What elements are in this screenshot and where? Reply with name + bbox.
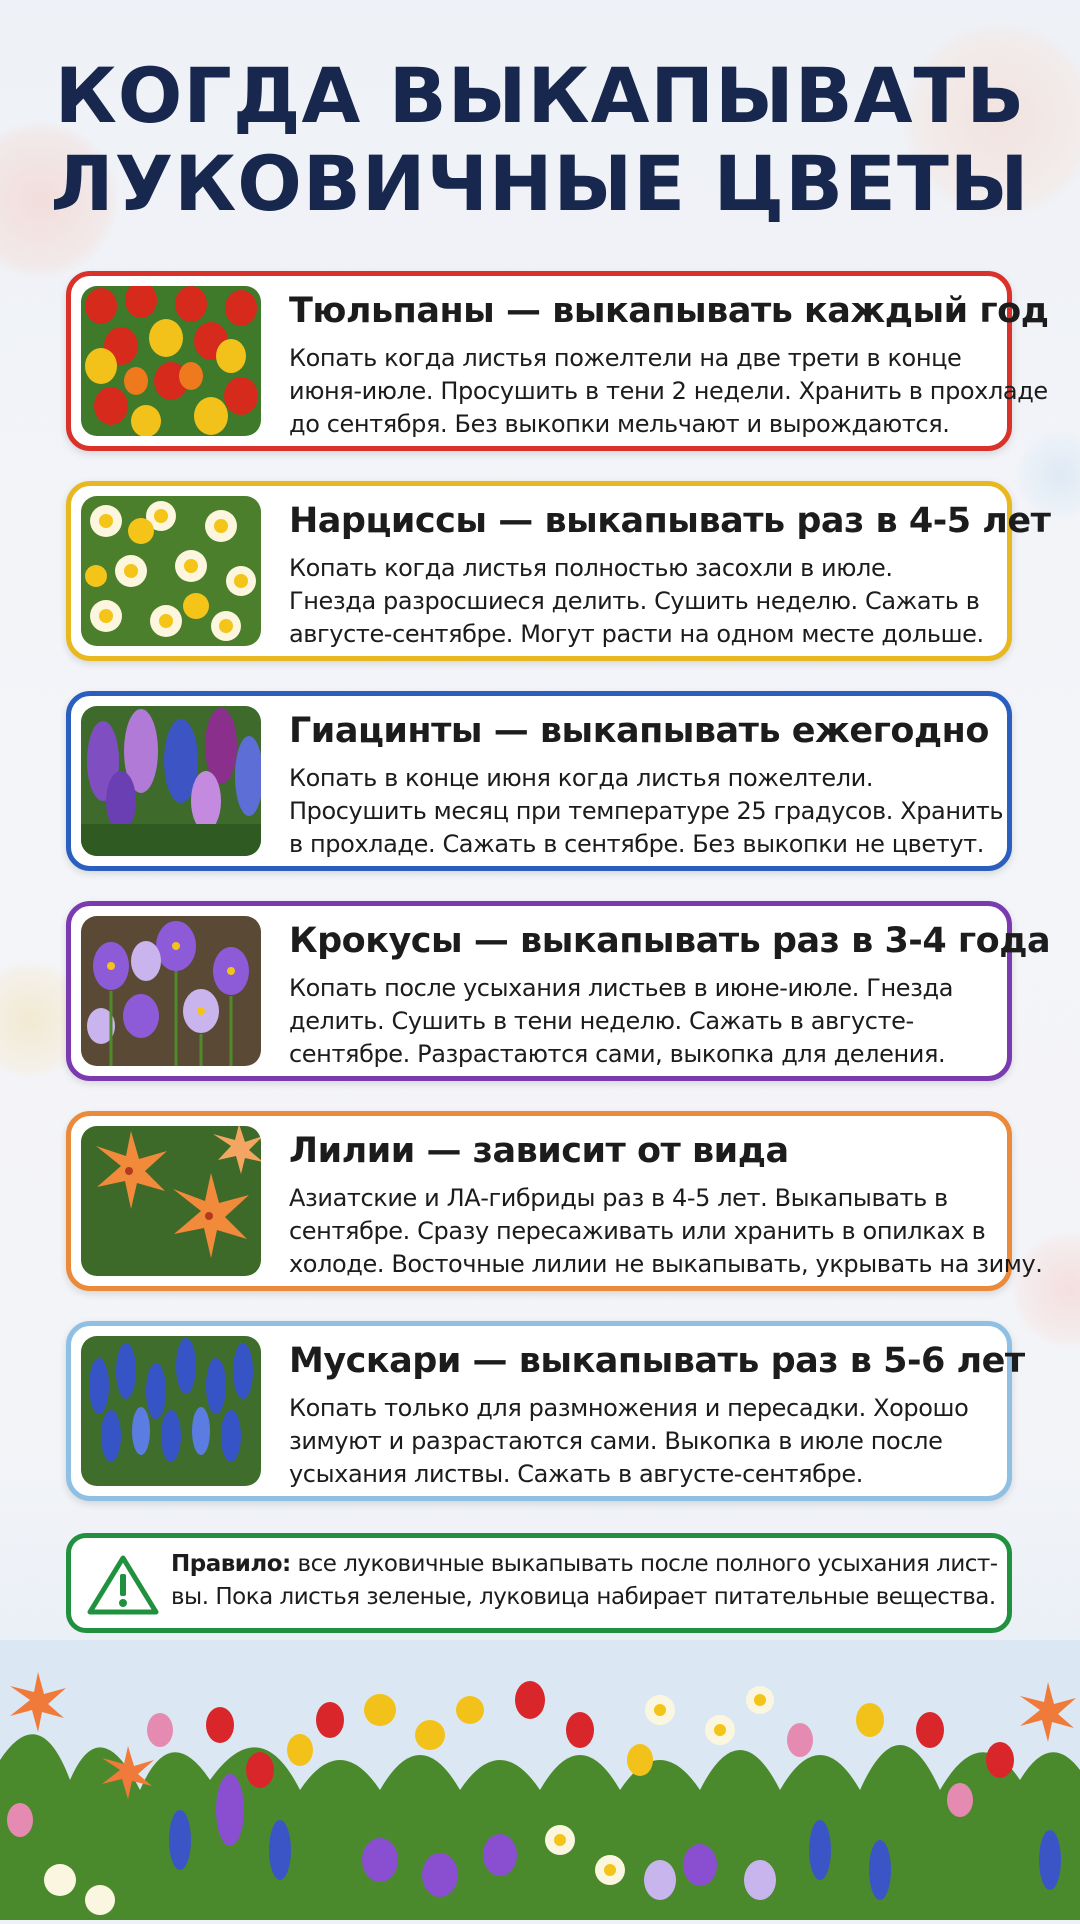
card-body-line: в прохладе. Сажать в сентябре. Без выкопки не цветут. bbox=[289, 830, 984, 858]
card-body bbox=[289, 1392, 995, 1491]
card-daffodils bbox=[66, 481, 1051, 661]
card-body-line: августе-сентябре. Могут расти на одном месте дольше. bbox=[289, 620, 984, 648]
muscari-photo bbox=[81, 1336, 261, 1486]
card-body-line: сентябре. Сразу пересаживать или хранить в опилках в bbox=[289, 1217, 986, 1245]
card-hyacinths bbox=[66, 691, 1012, 871]
card-tulips bbox=[66, 271, 1049, 451]
card-muscari bbox=[66, 1321, 1025, 1501]
daffodils-photo bbox=[81, 496, 261, 646]
card-body-line: Копать после усыхания листьев в июне-июле. Гнезда bbox=[289, 974, 954, 1002]
card-heading: Гиацинты — выкапывать ежегодно bbox=[289, 711, 989, 751]
card-body-line: делить. Сушить в тени неделю. Сажать в августе- bbox=[289, 1007, 914, 1035]
card-body-line: Копать только для размножения и пересадки. Хорошо bbox=[289, 1394, 969, 1422]
card-body-line: июня-июле. Просушить в тени 2 недели. Хранить в прохладе bbox=[289, 377, 1048, 405]
card-heading: Крокусы — выкапывать раз в 3-4 года bbox=[289, 921, 1051, 961]
card-body bbox=[289, 762, 1004, 861]
rule-line-2: вы. Пока листья зеленые, луковица набирает питательные вещества. bbox=[171, 1584, 996, 1610]
card-body-line: Просушить месяц при температуре 25 градусов. Хранить bbox=[289, 797, 1004, 825]
card-body-line: Гнезда разросшиеся делить. Сушить неделю. Сажать в bbox=[289, 587, 980, 615]
crocuses-photo bbox=[81, 916, 261, 1066]
card-heading: Лилии — зависит от вида bbox=[289, 1131, 789, 1171]
background-flower bbox=[1010, 1230, 1080, 1350]
card-crocuses bbox=[66, 901, 1051, 1081]
page-title bbox=[0, 52, 1080, 228]
card-body-line: холоде. Восточные лилии не выкапывать, укрывать на зиму. bbox=[289, 1250, 1043, 1278]
card-body bbox=[289, 972, 995, 1071]
card-body-line: Копать когда листья пожелтели на две трети в конце bbox=[289, 344, 962, 372]
hyacinths-photo bbox=[81, 706, 261, 856]
card-body bbox=[289, 1182, 1043, 1281]
card-body-line: сентябре. Разрастаются сами, выкопка для деления. bbox=[289, 1040, 946, 1068]
lilies-photo bbox=[81, 1126, 261, 1276]
warning-triangle-icon bbox=[87, 1554, 159, 1616]
flower-meadow-illustration bbox=[0, 1640, 1080, 1920]
card-body-line: Копать в конце июня когда листья пожелтели. bbox=[289, 764, 874, 792]
rule-line-1: все луковичные выкапывать после полного усыхания лист- bbox=[290, 1551, 998, 1577]
card-body-line: до сентября. Без выкопки мельчают и вырождаются. bbox=[289, 410, 950, 438]
card-body-line: Азиатские и ЛА-гибриды раз в 4-5 лет. Выкапывать в bbox=[289, 1184, 948, 1212]
card-body-line: Копать когда листья полностью засохли в июле. bbox=[289, 554, 893, 582]
title-line-1: КОГДА ВЫКАПЫВАТЬ bbox=[54, 51, 1026, 140]
rule-text bbox=[171, 1548, 998, 1614]
card-heading: Тюльпаны — выкапывать каждый год bbox=[289, 291, 1049, 331]
card-body bbox=[289, 342, 1048, 441]
rule-label: Правило: bbox=[171, 1551, 291, 1577]
rule-box bbox=[66, 1533, 1012, 1633]
card-body bbox=[289, 552, 995, 651]
card-body-line: усыхания листвы. Сажать в августе-сентябре. bbox=[289, 1460, 863, 1488]
card-lilies bbox=[66, 1111, 1043, 1291]
card-body-line: зимуют и разрастаются сами. Выкопка в июле после bbox=[289, 1427, 943, 1455]
card-heading: Нарциссы — выкапывать раз в 4-5 лет bbox=[289, 501, 1051, 541]
card-heading: Мускари — выкапывать раз в 5-6 лет bbox=[289, 1341, 1025, 1381]
tulips-photo bbox=[81, 286, 261, 436]
title-line-2: ЛУКОВИЧНЫЕ ЦВЕТЫ bbox=[50, 139, 1030, 228]
